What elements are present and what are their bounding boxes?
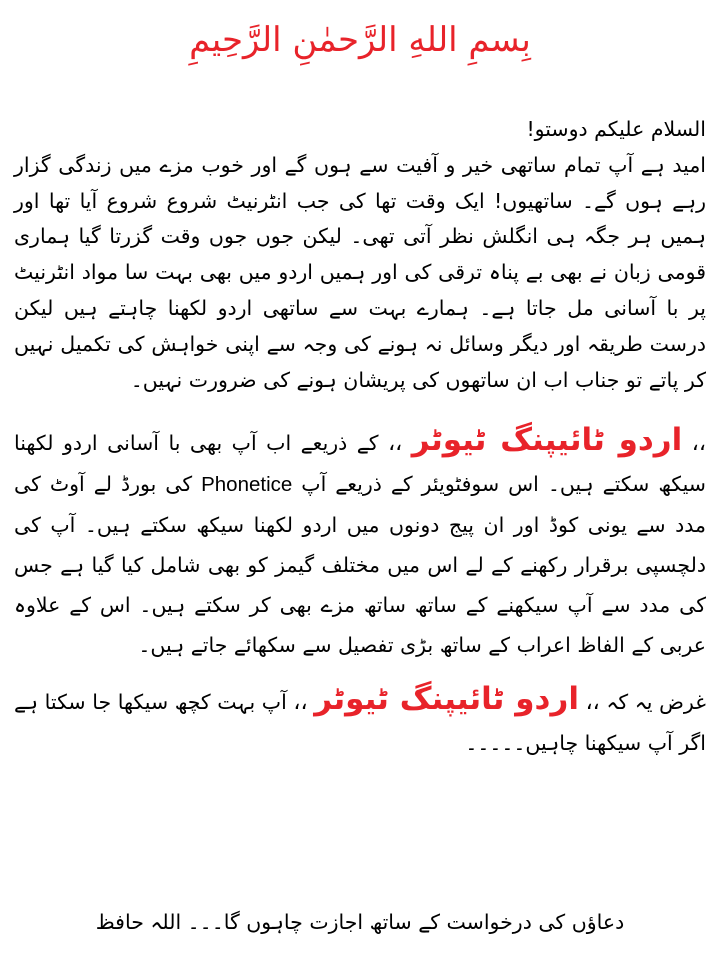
tutor-text-part1: کے ذریعے اب آپ بھی با آسانی اردو لکھنا سیکھ سکتے ہیں۔ اس سوفٹویئر کے ذریعے آپ — [14, 431, 706, 497]
phonetic-keyword: Phonetice — [201, 473, 293, 497]
closing-line: دعاؤں کی درخواست کے ساتھ اجازت چاہوں گا۔۔۔ اللہ حافظ — [95, 910, 625, 934]
brand-name-2: اردو ٹائیپنگ ٹیوٹر — [314, 681, 579, 718]
brand-name: اردو ٹائیپنگ ٹیوٹر — [411, 422, 683, 459]
greeting: السلام علیکم دوستو! — [526, 117, 706, 141]
summary-paragraph — [14, 679, 706, 763]
quote-open: ،، — [691, 431, 706, 457]
summary-prefix: غرض یہ کہ — [606, 690, 706, 715]
quote-close-2: ،، — [293, 690, 308, 716]
quote-close: ،، — [388, 431, 403, 457]
bismillah-calligraphy: بِسمِ اللهِ الرَّحمٰنِ الرَّحِیمِ — [189, 20, 531, 60]
tutor-paragraph — [14, 420, 706, 665]
summary-text: آپ بہت کچھ سیکھا جا سکتا ہے اگر آپ سیکھنا چاہیں۔۔۔۔۔ — [14, 690, 706, 756]
article-body — [14, 112, 706, 763]
intro-paragraph: امید ہے آپ تمام ساتھی خیر و آفیت سے ہوں گے اور خوب مزے میں زندگی گزار رہے ہوں گے۔ ساتھیوں! ایک وقت تھا کی جب انٹرنیٹ شروع شروع آیا تھا اور ہمیں ہر جگہ ہی انگلش نظر آتی تھی۔ لیکن جوں جوں وقت گزرتا گیا ہماری قومی زبان نے بھی بے پناہ ترقی کی اور ہمیں اردو میں بھی بہت سا مواد انٹرنیٹ پر با آسانی مل جاتا ہے۔ ہمارے بہت سے ساتھی اردو لکھنا چاہتے ہیں لیکن درست طریقہ اور دیگر وسائل نہ ہونے کی وجہ سے اپنی خواہش کی تکمیل نہیں کر پاتے تو جناب اب ان ساتھوں کی پریشان ہونے کی ضرورت نہیں۔ — [14, 152, 706, 392]
tutor-text-part2: کی بورڈ لے آوٹ کی مدد سے یونی کوڈ اور ان پیج دونوں میں اردو لکھنا سیکھ سکتے ہیں۔ آپ کی دلچسپی برقرار رکھنے کے لے اس میں مختلف گیمز کو بھی شامل کیا گیا ہے جس کی مدد سے آپ سیکھنے کے ساتھ ساتھ مزے بھی کر سکتے ہیں۔ اس کے علاوہ عربی کے الفاظ اعراب کے ساتھ بڑی تفصیل سے سکھائے جاتے ہیں۔ — [14, 472, 706, 658]
quote-open-2: ،، — [585, 690, 600, 716]
